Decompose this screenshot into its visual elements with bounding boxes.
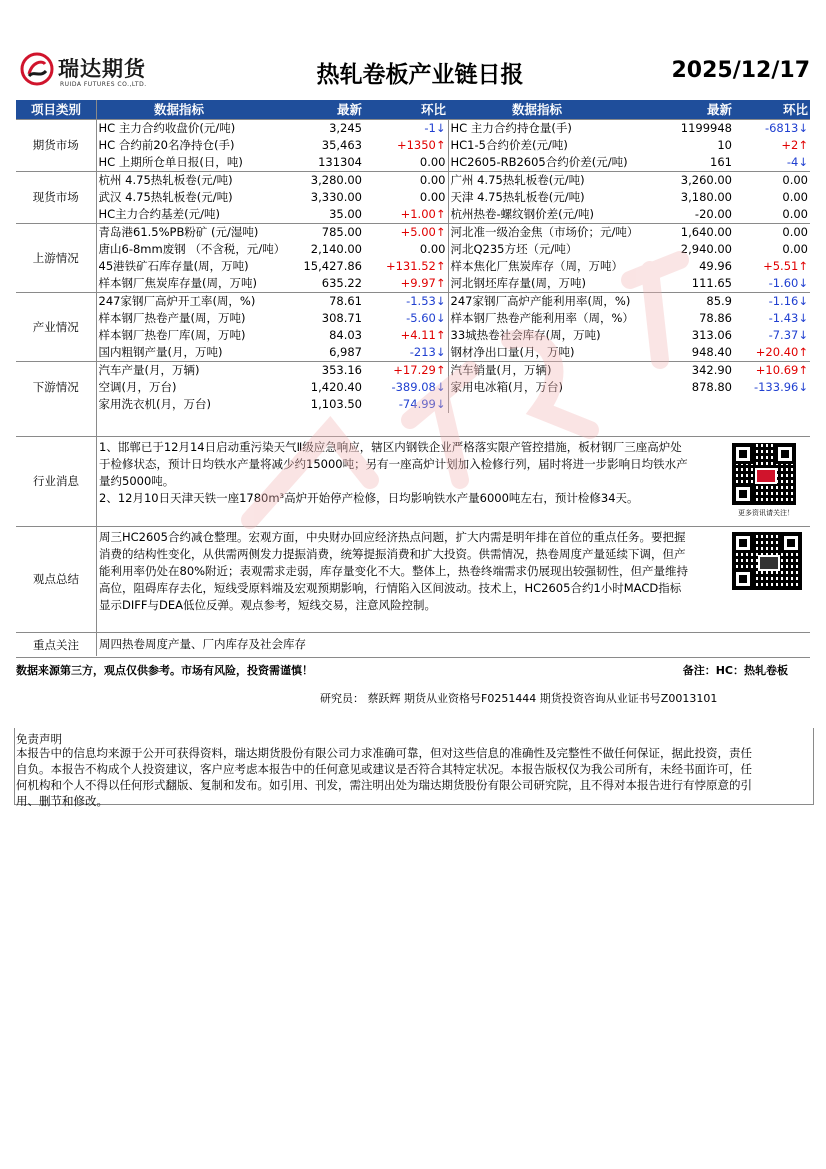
indicator-cell — [448, 396, 626, 413]
disclaimer-line: 本报告中的信息均来源于公开可获得资料，瑞达期货股份有限公司力求准确可靠，但对这些信息的准确性及完整性不做任何保证，据此投资，责任 — [16, 746, 752, 760]
latest-cell: 313.06 — [691, 328, 732, 342]
table-body — [16, 100, 810, 413]
indicator-cell: 汽车产量(月，万辆) — [96, 362, 262, 380]
wechat-qr-code-icon — [732, 532, 802, 590]
view-line: 消费的结构性变化，从供需两侧发力提振消费，统筹提振消费和扩大投资。供需情况，热卷周度产量延续下调，但产 — [99, 547, 686, 561]
indicator-cell: HC1-5合约价差(元/吨) — [450, 138, 568, 152]
disclaimer-line: 何机构和个人不得以任何形式翻版、复制和发布。如引用、刊发，需注明出处为瑞达期货股份有限公司研究院，且不得对本报告进行有悖原意的引 — [16, 778, 752, 792]
indicator-cell: 钢材净出口量(月，万吨) — [450, 345, 575, 359]
latest-cell: 49.96 — [699, 259, 732, 273]
category-divider — [96, 100, 97, 656]
latest-cell: 342.90 — [626, 362, 734, 380]
change-cell: +10.69↑ — [734, 362, 810, 380]
latest-cell: 10 — [717, 138, 732, 152]
latest-cell: 111.65 — [691, 276, 732, 290]
change-cell: -6813↓ — [734, 120, 810, 138]
indicator-cell: HC 主力合约持仓量(手) — [448, 120, 626, 138]
indicator-cell: 唐山6-8mm废钢 （不含税，元/吨） — [98, 242, 286, 256]
table-row — [16, 379, 810, 396]
change-cell: +131.52↑ — [364, 258, 448, 275]
latest-cell: 1,420.40 — [310, 380, 362, 394]
table-row — [16, 275, 810, 293]
focus-label: 重点关注 — [33, 638, 79, 652]
remark-text: 备注：HC：热轧卷板 — [682, 664, 788, 677]
col-header-latest: 最新 — [262, 100, 364, 120]
indicator-cell: HC主力合约基差(元/吨) — [98, 207, 221, 221]
change-cell — [734, 396, 810, 413]
latest-cell: 85.9 — [626, 293, 734, 311]
table-row — [16, 224, 810, 242]
latest-cell: 635.22 — [321, 276, 362, 290]
table-row — [16, 396, 810, 413]
news-body — [99, 439, 688, 507]
change-cell: +1.00↑ — [364, 206, 448, 224]
focus-text: 周四热卷周度产量、厂内库存及社会库存 — [99, 637, 306, 651]
indicator-cell: HC2605-RB2605合约价差(元/吨) — [450, 155, 628, 169]
table-row — [16, 293, 810, 311]
logo-text: 瑞达期货 — [58, 57, 146, 81]
indicator-cell: 杭州热卷-螺纹钢价差(元/吨) — [450, 207, 594, 221]
change-cell: -133.96↓ — [753, 380, 808, 394]
latest-cell: 78.86 — [699, 311, 732, 325]
col-header-indicator-right: 数据指标 — [448, 100, 626, 120]
category-cell: 期货市场 — [16, 120, 96, 172]
source-text: 数据来源第三方，观点仅供参考。市场有风险，投资需谨慎！ — [16, 664, 313, 677]
table-row — [16, 362, 810, 380]
indicator-cell: 247家钢厂高炉产能利用率(周，%) — [448, 293, 626, 311]
col-header-change-right: 环比 — [734, 100, 810, 120]
change-cell: -7.37↓ — [768, 328, 808, 342]
view-line: 周三HC2605合约减仓整理。宏观方面，中央财办回应经济热点问题，扩大内需是明年排在首位的重点任务。要把握 — [99, 530, 686, 544]
change-cell: +4.11↑ — [364, 327, 448, 344]
change-cell: +1350↑ — [364, 137, 448, 154]
indicator-cell: 青岛港61.5%PB粉矿 (元/湿吨) — [96, 224, 262, 242]
change-cell: -1↓ — [364, 120, 448, 138]
table-row — [16, 189, 810, 206]
news-line: 2、12月10日天津天铁一座1780m³高炉开始停产检修，日均影响铁水产量6000吨左右，预计检修34天。 — [99, 491, 639, 505]
change-cell: +2↑ — [781, 138, 808, 152]
latest-cell: 2,940.00 — [680, 242, 732, 256]
indicator-cell: 天津 4.75热轧板卷(元/吨) — [450, 190, 585, 204]
latest-cell: 1,640.00 — [626, 224, 734, 242]
change-cell: -1.16↓ — [734, 293, 810, 311]
qr-code-icon — [732, 443, 796, 505]
change-cell: 0.00 — [782, 190, 808, 204]
latest-cell: -20.00 — [694, 207, 732, 221]
news-label: 行业消息 — [33, 474, 79, 488]
latest-cell: 78.61 — [262, 293, 364, 311]
change-cell: -389.08↓ — [364, 379, 448, 396]
indicator-cell: 广州 4.75热轧板卷(元/吨) — [448, 172, 626, 190]
table-row — [16, 344, 810, 362]
indicator-cell: 家用洗衣机(月，万台) — [98, 397, 211, 411]
indicator-cell: 河北Q235方坯（元/吨） — [450, 242, 578, 256]
change-cell: 0.00 — [734, 224, 810, 242]
indicator-cell: 国内粗钢产量(月，万吨) — [98, 345, 223, 359]
table-row — [16, 120, 810, 138]
latest-cell: 3,260.00 — [626, 172, 734, 190]
latest-cell: 15,427.86 — [303, 259, 362, 273]
table-row — [16, 241, 810, 258]
latest-cell: 161 — [710, 155, 732, 169]
latest-cell: 878.80 — [691, 380, 732, 394]
indicator-cell: 33城热卷社会库存(周，万吨) — [450, 328, 601, 342]
view-section — [16, 526, 810, 633]
news-line: 1、邯郸已于12月14日启动重污染天气Ⅱ级应急响应，辖区内钢铁企业严格落实限产管控措施，板材钢厂三座高炉处 — [99, 440, 682, 454]
latest-cell: 6,987 — [329, 345, 362, 359]
table-row — [16, 137, 810, 154]
latest-cell: 2,140.00 — [310, 242, 362, 256]
indicator-cell: 247家钢厂高炉开工率(周，%) — [96, 293, 262, 311]
col-header-category: 项目类别 — [16, 100, 96, 120]
logo-mark-icon — [20, 52, 54, 86]
qr-caption: 更多资讯请关注！ — [738, 509, 794, 517]
logo-english-text: RUIDA FUTURES CO.,LTD. — [60, 81, 147, 88]
change-cell: 0.00 — [364, 189, 448, 206]
indicator-cell: 杭州 4.75热轧板卷(元/吨) — [96, 172, 262, 190]
category-cell: 产业情况 — [16, 293, 96, 362]
change-cell: -1.43↓ — [768, 311, 808, 325]
news-line: 于检修状态，预计日均铁水产量将减少约15000吨；另有一座高炉计划加入检修行列，届时将进一步影响日均铁水产 — [99, 457, 688, 471]
indicator-cell: 汽车销量(月，万辆) — [448, 362, 626, 380]
table-row — [16, 154, 810, 172]
change-cell: 0.00 — [782, 207, 808, 221]
disclaimer-body — [16, 745, 810, 809]
change-cell: 0.00 — [364, 241, 448, 258]
change-cell: -1.53↓ — [364, 293, 448, 311]
col-header-latest-right: 最新 — [626, 100, 734, 120]
indicator-cell: 样本钢厂热卷产量(周，万吨) — [98, 311, 246, 325]
change-cell: +20.40↑ — [755, 345, 808, 359]
disclaimer-line: 自负。本报告不构成个人投资建议，客户应考虑本报告中的任何意见或建议是否符合其特定状况。本报告版权仅为我公司所有，未经书面许可，任 — [16, 762, 752, 776]
indicator-cell: HC 上期所仓单日报(日，吨) — [98, 155, 243, 169]
latest-cell: 84.03 — [329, 328, 362, 342]
view-line: 显示DIFF与DEA低位反弹。观点参考，短线交易，注意风险控制。 — [99, 598, 436, 612]
latest-cell: 1199948 — [626, 120, 734, 138]
report-title: 热轧卷板产业链日报 — [316, 62, 524, 88]
indicator-cell: 河北钢坯库存量(周，万吨) — [450, 276, 586, 290]
indicator-cell: 样本钢厂热卷厂库(周，万吨) — [98, 328, 246, 342]
change-cell: -4↓ — [786, 155, 808, 169]
company-logo — [18, 50, 158, 92]
indicator-cell: 河北准一级冶金焦（市场价；元/吨） — [448, 224, 626, 242]
latest-cell: 1,103.50 — [310, 397, 362, 411]
news-section — [16, 436, 810, 527]
latest-cell: 3,245 — [262, 120, 364, 138]
change-cell: -1.60↓ — [768, 276, 808, 290]
latest-cell: 948.40 — [691, 345, 732, 359]
latest-cell: 3,280.00 — [262, 172, 364, 190]
change-cell: +5.00↑ — [364, 224, 448, 242]
change-cell: -5.60↓ — [364, 310, 448, 327]
table-header-row — [16, 100, 810, 120]
category-cell: 现货市场 — [16, 172, 96, 224]
change-cell: 0.00 — [364, 154, 448, 172]
view-body — [99, 529, 688, 614]
latest-cell: 3,330.00 — [310, 190, 362, 204]
table-row — [16, 172, 810, 190]
indicator-cell: HC 主力合约收盘价(元/吨) — [96, 120, 262, 138]
category-cell: 下游情况 — [16, 362, 96, 414]
researcher-info: 研究员： 蔡跃辉 期货从业资格号F0251444 期货投资咨询从业证书号Z0013101 — [320, 692, 718, 705]
table-row — [16, 310, 810, 327]
table-row — [16, 258, 810, 275]
latest-cell: 35,463 — [321, 138, 362, 152]
indicator-cell: 样本焦化厂焦炭库存（周，万吨） — [450, 259, 623, 273]
news-line: 量约5000吨。 — [99, 474, 175, 488]
disclaimer-line: 用、删节和修改。 — [16, 794, 108, 808]
table-row — [16, 206, 810, 224]
col-header-change: 环比 — [364, 100, 448, 120]
indicator-cell: 样本钢厂焦炭库存量(周，万吨) — [98, 276, 257, 290]
change-cell: +9.97↑ — [364, 275, 448, 293]
change-cell: +17.29↑ — [364, 362, 448, 380]
data-source-note — [16, 662, 810, 678]
change-cell: 0.00 — [364, 172, 448, 190]
indicator-cell: HC 合约前20名净持仓(手) — [98, 138, 235, 152]
focus-section — [16, 632, 810, 658]
category-cell: 上游情况 — [16, 224, 96, 293]
latest-cell: 35.00 — [329, 207, 362, 221]
latest-cell — [626, 396, 734, 413]
view-line: 高位，阻碍库存去化，短线受原料端及宏观预期影响，行情陷入区间波动。技术上，HC2605合约1小时MACD指标 — [99, 581, 682, 595]
view-line: 能利用率仍处在80%附近；表观需求走弱，库存量变化不大。整体上，热卷终端需求仍展现出较强韧性，但产量维持 — [99, 564, 689, 578]
indicator-cell: 武汉 4.75热轧板卷(元/吨) — [98, 190, 233, 204]
indicator-cell: 样本钢厂热卷产能利用率（周，%） — [450, 311, 634, 325]
change-cell: -213↓ — [364, 344, 448, 362]
indicator-cell: 家用电冰箱(月，万台) — [450, 380, 563, 394]
col-header-indicator: 数据指标 — [96, 100, 262, 120]
change-cell: 0.00 — [782, 242, 808, 256]
change-cell: -74.99↓ — [364, 396, 448, 413]
report-date: 2025/12/17 — [671, 58, 810, 83]
view-label: 观点总结 — [33, 572, 79, 586]
disclaimer-title: 免责声明 — [16, 732, 62, 746]
latest-cell: 353.16 — [262, 362, 364, 380]
latest-cell: 785.00 — [262, 224, 364, 242]
indicator-cell: 空调(月，万台) — [98, 380, 177, 394]
latest-cell: 131304 — [318, 155, 362, 169]
data-table — [16, 100, 810, 413]
latest-cell: 308.71 — [321, 311, 362, 325]
change-cell: +5.51↑ — [763, 259, 808, 273]
indicator-cell: 45港铁矿石库存量(周，万吨) — [98, 259, 249, 273]
change-cell: 0.00 — [734, 172, 810, 190]
table-row — [16, 327, 810, 344]
latest-cell: 3,180.00 — [680, 190, 732, 204]
